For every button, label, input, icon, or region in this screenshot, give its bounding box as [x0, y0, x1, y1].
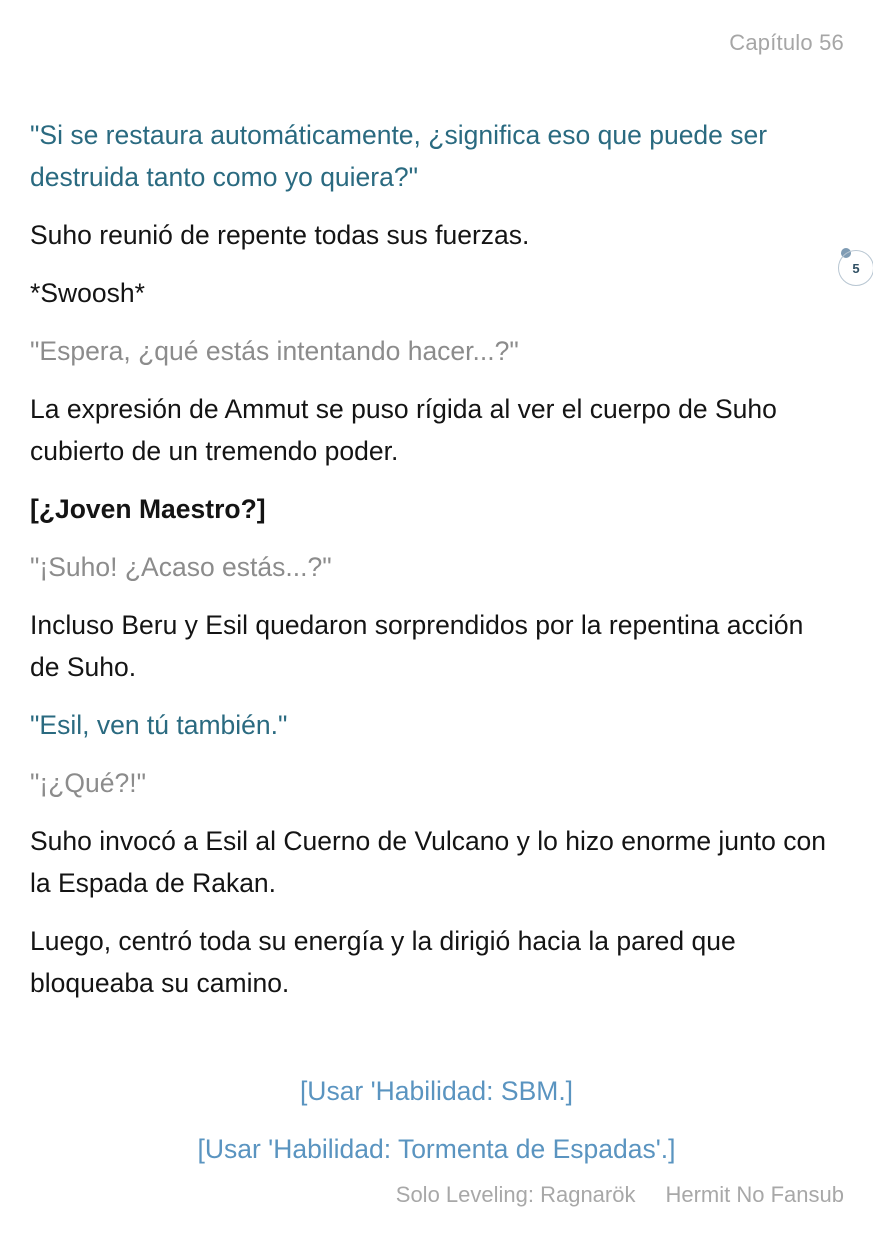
footer-novel-title: Solo Leveling: Ragnarök — [395, 1182, 636, 1207]
system-message: [Usar 'Habilidad: SBM.] — [299, 1076, 574, 1106]
footer — [396, 1182, 844, 1208]
page-number-badge[interactable]: 5 — [838, 250, 873, 286]
narration-line: La expresión de Ammut se puso rígida al ver el cuerpo de Suho cubierto de un tremendo poder. — [30, 394, 777, 466]
dialogue-line: "Si se restaura automáticamente, ¿significa eso que puede ser destruida tanto como yo quiera?" — [30, 120, 768, 192]
dialogue-line: "¡Suho! ¿Acaso estás...?" — [30, 552, 332, 582]
narration-line: Suho reunió de repente todas sus fuerzas. — [30, 220, 530, 250]
dialogue-line: "¡¿Qué?!" — [30, 768, 147, 798]
narration-line: Incluso Beru y Esil quedaron sorprendidos por la repentina acción de Suho. — [30, 610, 804, 682]
chapter-label: Capítulo 56 — [729, 30, 844, 55]
footer-credit: Hermit No Fansub — [665, 1182, 844, 1207]
sound-effect-line: *Swoosh* — [30, 278, 145, 308]
narration-line: Suho invocó a Esil al Cuerno de Vulcano y lo hizo enorme junto con la Espada de Rakan. — [30, 826, 826, 898]
dialogue-line: "Esil, ven tú también." — [30, 710, 288, 740]
chapter-text — [30, 114, 830, 1020]
narration-line: Luego, centró toda su energía y la dirigió hacia la pared que bloqueaba su camino. — [30, 926, 736, 998]
system-message: [Usar 'Habilidad: Tormenta de Espadas'.] — [197, 1134, 676, 1164]
bracketed-speech-line: [¿Joven Maestro?] — [30, 494, 266, 524]
dialogue-line: "Espera, ¿qué estás intentando hacer...?" — [30, 336, 519, 366]
